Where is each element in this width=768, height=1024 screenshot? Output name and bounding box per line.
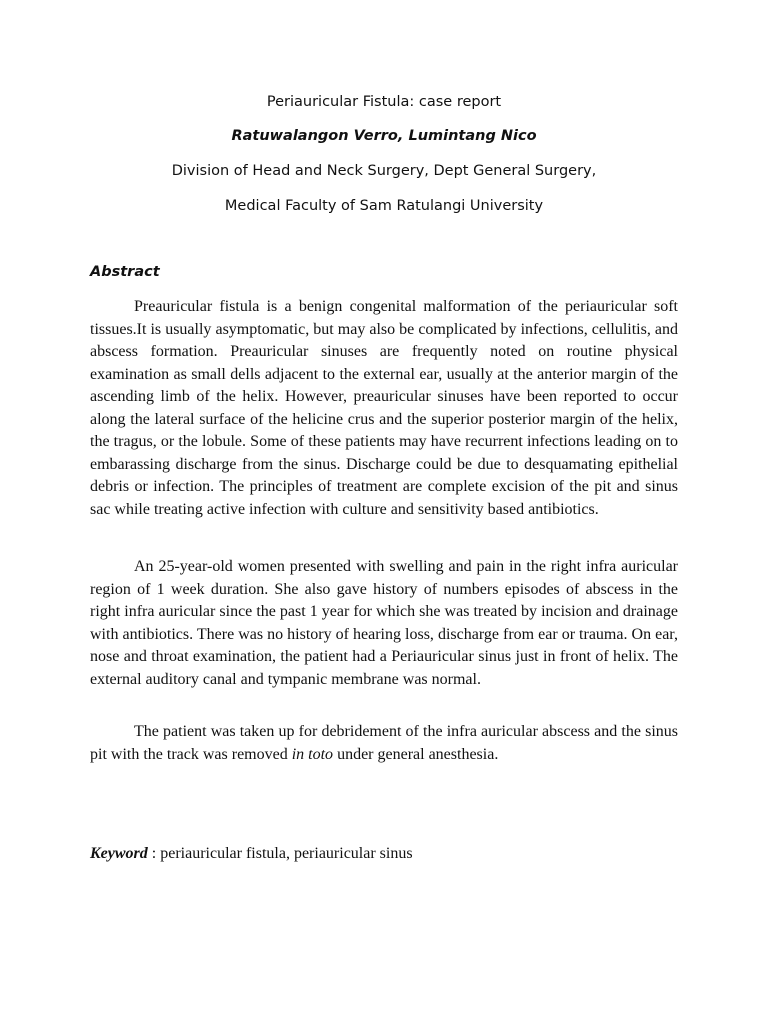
paragraph-3-text-start: The patient was taken up for debridement of the infra auricular abscess and the sinus pit with the track was removed [90,723,678,763]
author-affiliation-faculty: Medical Faculty of Sam Ratulangi University [224,198,544,214]
keywords-text: periauricular fistula, periauricular sinus [160,845,413,862]
abstract-paragraph-1: Preauricular fistula is a benign congenital malformation of the periauricular soft tissues.It is usually asymptomatic, but may also be complicated by infections, cellulitis, and abscess formation. Preauricular sinuses are frequently noted on routine physical examination as small dells adjacent to the external ear, usually at the anterior margin of the ascending limb of the helix. However, preauricular sinuses have been reported to occur along the lateral surface of the helicine crus and the superior posterior margin of the helix, the tragus, or the lobule. Some of these patients may have recurrent infections leading on to embarassing discharge from the sinus. Discharge could be due to desquamating epithelial debris or infection. The principles of treatment are complete excision of the pit and sinus sac while treating active infection with culture and sensitivity based antibiotics. [90,298,678,518]
paper-title: Periauricular Fistula: case report [266,94,502,110]
keywords-separator: : [147,845,161,862]
author-affiliation-division: Division of Head and Neck Surgery, Dept General Surgery, [171,163,597,179]
keywords-label: Keyword [90,845,148,862]
paragraph-3-italic-term: in toto [291,745,334,763]
keywords-line [90,845,413,863]
paper-authors: Ratuwalangon Verro, Lumintang Nico [231,128,537,144]
abstract-paragraph-2: An 25-year-old women presented with swelling and pain in the right infra auricular region of 1 week duration. She also gave history of numbers episodes of abscess in the right infra auricular since the past 1 year for which she was treated by incision and drainage with antibiotics. There was no history of hearing loss, discharge from ear or trauma. On ear, nose and throat examination, the patient had a Periauricular sinus just in front of helix. The external auditory canal and tympanic membrane was normal. [90,558,678,688]
paragraph-3-text-end: under general anesthesia. [333,745,499,763]
abstract-paragraph-3 [90,721,678,766]
abstract-heading: Abstract [90,264,160,280]
